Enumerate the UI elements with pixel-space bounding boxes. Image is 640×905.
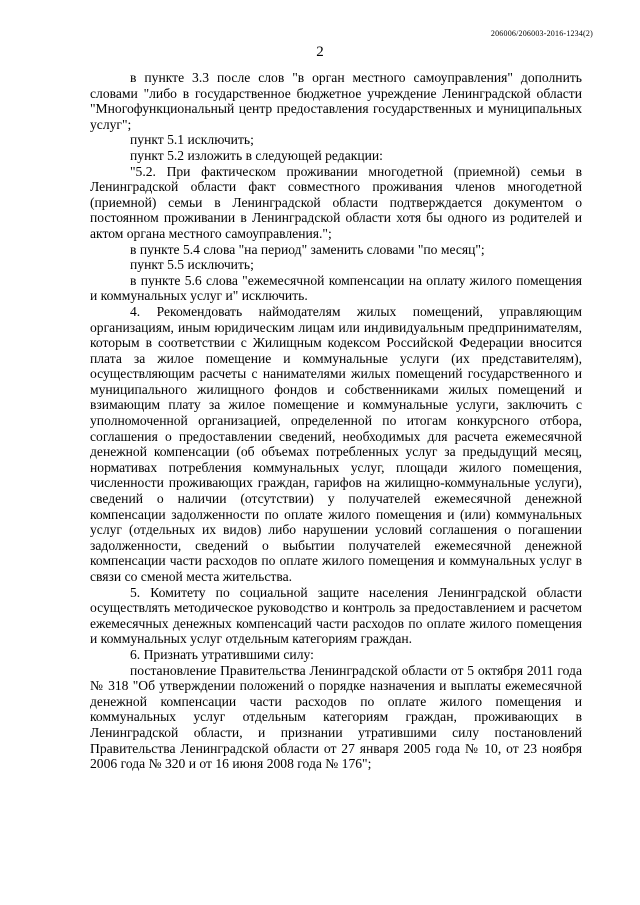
page-number: 2: [316, 44, 324, 60]
document-body: [90, 70, 582, 772]
paragraph-item-4: 4. Рекомендовать наймодателям жилых помещений, управляющим организациям, иным юридическим лицам или индивидуальным предпринимателям, которым в соответствии с Жилищным кодексом Российской Федерации вносится плата за жилое помещение и коммунальные услуги (их представителям), осуществляющим расчеты с нанимателями жилых помещений государственного и муниципального жилищного фондов и собственниками жилых помещений и взимающим плату за жилое помещение и коммунальные услуги, заключить с уполномоченной организацией, определенной по итогам конкурсного отбора, соглашения о предоставлении сведений, необходимых для расчета ежемесячной денежной компенсации (об объемах потребленных услуг за предыдущий месяц, нормативах потребления коммунальных услуг, площади жилого помещения, численности проживающих граждан, гарифов на жилищно-коммунальные услуги), сведений о наличии (отсутствии) у получателей ежемесячной денежной компенсации задолженности по оплате жилого помещения и (или) коммунальных услуг (отдельных их видов) либо нарушении условий соглашения о погашении задолженности, сведений о выбытии получателей ежемесячной денежной компенсации части расходов по оплате жилого помещения и коммунальных услуг в связи со сменой места жительства.: [90, 303, 582, 584]
paragraph-5-5-exclude: пункт 5.5 исключить;: [130, 257, 254, 273]
paragraph-5-4-amendment: в пункте 5.4 слова "на период" заменить словами "по месяц";: [130, 241, 485, 257]
paragraph-5-2-intro: пункт 5.2 изложить в следующей редакции:: [130, 147, 383, 163]
paragraph-3-3-amendment: в пункте 3.3 после слов "в орган местного самоуправления" дополнить словами "либо в государственное бюджетное учреждение Ленинградской области "Многофункциональный центр предоставления государственных и муниципальных услуг";: [90, 70, 582, 132]
paragraph-5-6-amendment: в пункте 5.6 слова "ежемесячной компенсации на оплату жилого помещения и коммунальных услуг и" исключить.: [90, 272, 582, 304]
paragraph-5-1-exclude: пункт 5.1 исключить;: [130, 132, 254, 148]
paragraph-item-6: 6. Признать утратившими силу:: [130, 646, 314, 662]
paragraph-item-5: 5. Комитету по социальной защите населения Ленинградской области осуществлять методическое руководство и контроль за предоставлением и расчетом ежемесячных денежных компенсаций части расходов по оплате жилого помещения и коммунальных услуг отдельным категориям граждан.: [90, 584, 582, 647]
paragraph-item-6-resolution: постановление Правительства Ленинградской области от 5 октября 2011 года № 318 "Об утверждении положений о порядке назначения и выплаты ежемесячной денежной компенсации части расходов по оплате жилого помещения и коммунальных услуг отдельным категориям граждан, проживающих в Ленинградской области, и признании утратившими силу постановлений Правительства Ленинградской области от 27 января 2005 года № 10, от 23 ноября 2006 года № 320 и от 16 июня 2008 года № 176";: [90, 662, 582, 772]
document-id: 206006/206003-2016-1234(2): [490, 29, 593, 38]
paragraph-5-2-text: "5.2. При фактическом проживании многодетной (приемной) семьи в Ленинградской области факт совместного проживания членов многодетной (приемной) семьи в Ленинградской области подтверждается документом о постоянном проживании в Ленинградской области хотя бы одного из родителей и актом органа местного самоуправления.";: [90, 163, 582, 241]
